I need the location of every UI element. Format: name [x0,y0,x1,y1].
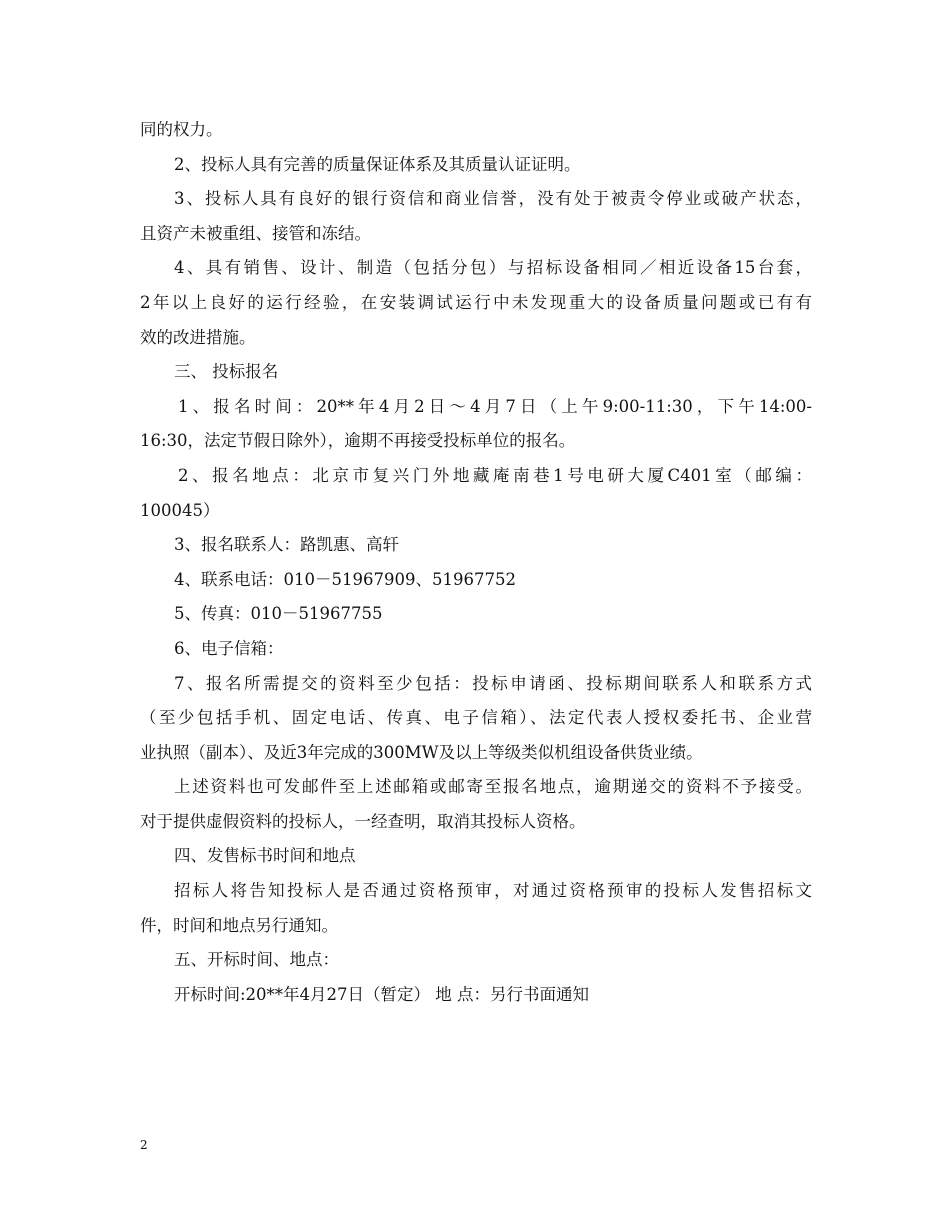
text-line: 1、报名时间：20**年4月2日～4月7日（上午9:00-11:30，下午14:00- [178,396,812,416]
text-line: 开标时间:20**年4月27日（暂定） 地 点：另行书面通知 [174,984,590,1004]
text-line: 7、报名所需提交的资料至少包括：投标申请函、投标期间联系人和联系方式 [174,673,812,693]
text-line: 3、报名联系人：路凯惠、高轩 [174,535,399,555]
text-line: 对于提供虚假资料的投标人，一经查明，取消其投标人资格。 [140,811,586,831]
text-line: 招标人将告知投标人是否通过资格预审，对通过资格预审的投标人发售招标文 [174,881,812,901]
text-line: 同的权力。 [140,120,223,139]
text-line: 3、投标人具有良好的银行资信和商业信誉，没有处于被责令停业或破产状态， [174,189,812,209]
section-heading: 四、发售标书时间和地点 [174,846,356,866]
text-line: （至少包括手机、固定电话、传真、电子信箱）、法定代表人授权委托书、企业营 [140,708,812,728]
text-line: 且资产未被重组、接管和冻结。 [140,223,371,243]
text-line: 业执照（副本）、及近3年完成的300MW及以上等级类似机组设备供货业绩。 [140,742,703,762]
section-heading: 五、开标时间、地点： [174,950,339,970]
text-line: 2、投标人具有完善的质量保证体系及其质量认证证明。 [174,154,581,174]
text-line: 4、联系电话：010－51967909、51967752 [174,569,516,589]
page-number: 2 [140,1138,148,1152]
body-text [140,113,812,1012]
text-line: 100045） [140,500,220,520]
section-heading: 三、 投标报名 [174,362,279,382]
text-line: 2年以上良好的运行经验，在安装调试运行中未发现重大的设备质量问题或已有有 [140,292,812,312]
text-line: 效的改进措施。 [140,327,256,347]
text-line: 16:30，法定节假日除外），逾期不再接受投标单位的报名。 [140,431,576,451]
text-line: 件，时间和地点另行通知。 [140,915,338,935]
text-line: 上述资料也可发邮件至上述邮箱或邮寄至报名地点，逾期递交的资料不予接受。 [174,777,812,797]
text-line: 6、电子信箱： [174,638,284,658]
text-line: 5、传真：010－51967755 [174,604,383,624]
text-line: 4、具有销售、设计、制造（包括分包）与招标设备相同／相近设备15台套， [174,258,812,278]
text-line: 2、报名地点：北京市复兴门外地藏庵南巷1号电研大厦C401室（邮编： [178,465,812,485]
